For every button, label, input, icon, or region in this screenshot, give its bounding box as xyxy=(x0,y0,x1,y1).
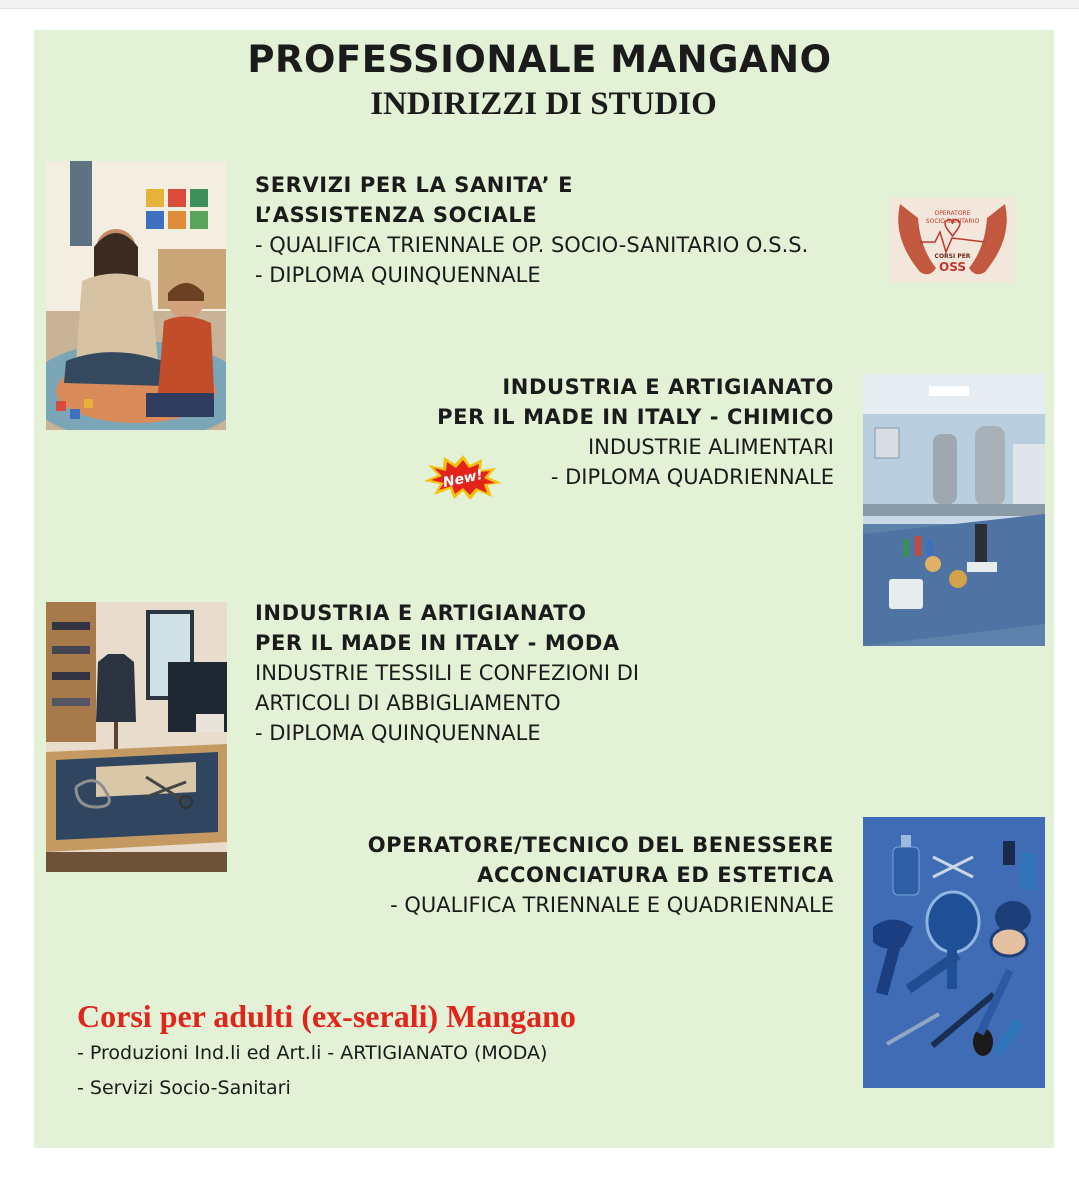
section-item: INDUSTRIE ALIMENTARI xyxy=(587,435,834,459)
section-benessere xyxy=(300,830,834,920)
adult-course-item: - Produzioni Ind.li ed Art.li - ARTIGIANATO (MODA) xyxy=(77,1042,548,1064)
section-item: INDUSTRIE TESSILI E CONFEZIONI DI xyxy=(255,661,640,685)
adult-course-item: - Servizi Socio-Sanitari xyxy=(77,1077,291,1099)
section-heading-line: ACCONCIATURA ED ESTETICA xyxy=(477,863,834,887)
section-item: ARTICOLI DI ABBIGLIAMENTO xyxy=(255,691,561,715)
section-sanita xyxy=(255,170,808,290)
section-item: - DIPLOMA QUADRIENNALE xyxy=(550,465,834,489)
oss-logo xyxy=(890,198,1015,282)
tailoring-atelier-photo xyxy=(46,602,227,872)
new-badge xyxy=(418,453,508,501)
oss-logo-text: OPERATORE xyxy=(934,210,971,217)
oss-logo-text: OSS xyxy=(939,260,966,274)
chemistry-lab-photo xyxy=(863,374,1045,646)
section-heading-line: OPERATORE/TECNICO DEL BENESSERE xyxy=(367,833,834,857)
page-title: PROFESSIONALE MANGANO xyxy=(247,38,832,81)
section-heading-line: L’ASSISTENZA SOCIALE xyxy=(255,203,538,227)
oss-logo-text: CORSI PER xyxy=(934,253,971,260)
section-heading-line: INDUSTRIA E ARTIGIANATO xyxy=(255,601,587,625)
oss-logo-text: SOCIO SANITARIO xyxy=(925,218,980,225)
section-item: - DIPLOMA QUINQUENNALE xyxy=(255,263,541,287)
section-heading-line: SERVIZI PER LA SANITA’ E xyxy=(255,173,574,197)
beauty-tools-photo xyxy=(863,817,1045,1088)
section-heading-line: INDUSTRIA E ARTIGIANATO xyxy=(502,375,834,399)
section-moda xyxy=(255,598,639,748)
section-item: - QUALIFICA TRIENNALE OP. SOCIO-SANITARIO O.S.S. xyxy=(255,233,809,257)
section-heading-line: PER IL MADE IN ITALY - MODA xyxy=(255,631,620,655)
section-item: - QUALIFICA TRIENNALE E QUADRIENNALE xyxy=(390,893,834,917)
page-subtitle: INDIRIZZI DI STUDIO xyxy=(370,86,717,122)
new-badge-label: New! xyxy=(441,466,485,492)
window-top-bar xyxy=(0,0,1079,9)
adult-courses-title: Corsi per adulti (ex-serali) Mangano xyxy=(77,998,576,1034)
section-item: - DIPLOMA QUINQUENNALE xyxy=(255,721,541,745)
section-heading-line: PER IL MADE IN ITALY - CHIMICO xyxy=(437,405,834,429)
teacher-child-photo xyxy=(46,161,226,430)
